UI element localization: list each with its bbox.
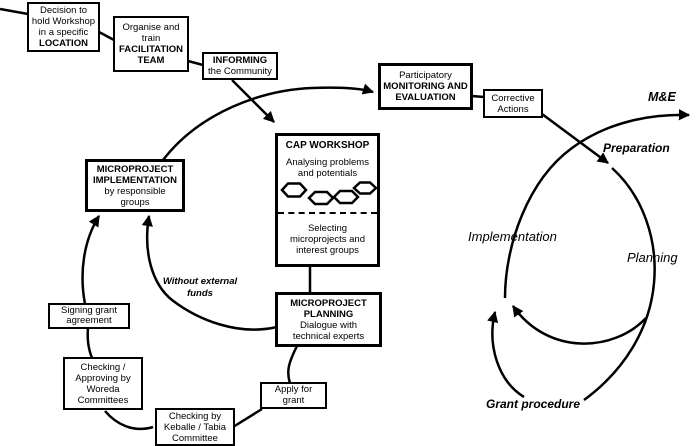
entry-line bbox=[0, 9, 28, 14]
decision-line: Decision to bbox=[40, 5, 87, 16]
cap-workshop-analysing-section bbox=[278, 136, 377, 214]
grant-procedure-label: Grant procedure bbox=[486, 397, 581, 411]
line-decision-to-facilitation bbox=[99, 32, 114, 40]
arrow-informing-to-cap bbox=[232, 80, 274, 122]
corrective-line: Corrective bbox=[491, 92, 535, 104]
monitoring-line: EVALUATION bbox=[395, 92, 456, 103]
implementation-line: MICROPROJECT bbox=[96, 163, 174, 175]
monitoring-line: MONITORING AND bbox=[383, 81, 468, 92]
arrow-without-funds-to-implementation bbox=[147, 216, 277, 330]
planning-line: MICROPROJECT bbox=[290, 297, 367, 309]
problem-hexagons-icon bbox=[278, 181, 377, 207]
woreda-line: Committees bbox=[77, 394, 129, 406]
corrective-actions-box bbox=[483, 89, 543, 118]
apply-line: Apply for bbox=[274, 384, 313, 395]
facilitation-team-box bbox=[113, 16, 189, 72]
apply-for-grant-box bbox=[260, 382, 327, 409]
cap-workshop-title: CAP WORKSHOP bbox=[285, 140, 370, 151]
signing-line: agreement bbox=[66, 315, 112, 326]
decision-line: hold Workshop bbox=[31, 16, 96, 27]
keballe-line: Checking by bbox=[168, 410, 222, 422]
keballe-tabia-box bbox=[155, 408, 235, 446]
informing-line: INFORMING bbox=[212, 55, 268, 66]
woreda-line: Checking / bbox=[80, 361, 126, 373]
implementation-line: groups bbox=[120, 196, 150, 208]
line-planning-to-apply bbox=[288, 346, 297, 383]
curve-cycle-planning-side bbox=[584, 168, 655, 400]
woreda-line: Approving by bbox=[75, 372, 131, 384]
without-funds-line: Without external bbox=[162, 276, 238, 287]
decision-line: in a specific bbox=[38, 27, 89, 38]
signing-line: Signing grant bbox=[61, 304, 117, 316]
facilitation-line: Organise and bbox=[122, 22, 180, 33]
implementation-line: IMPLEMENTATION bbox=[92, 174, 178, 186]
woreda-line: Woreda bbox=[86, 383, 120, 395]
decision-line: LOCATION bbox=[39, 38, 88, 49]
without-funds-line: funds bbox=[187, 288, 213, 299]
arrow-signing-to-implementation bbox=[83, 216, 99, 304]
cap-workshop-selecting-section bbox=[278, 214, 377, 264]
woreda-committees-box bbox=[63, 357, 143, 410]
microproject-implementation-box bbox=[85, 159, 185, 212]
cap-workshop-box bbox=[275, 133, 380, 267]
informing-line: the Community bbox=[208, 66, 272, 77]
decision-box bbox=[27, 2, 100, 52]
arrow-cycle-shortcut bbox=[513, 306, 646, 344]
monitoring-line: Participatory bbox=[399, 70, 452, 81]
without-external-funds-label bbox=[148, 276, 252, 300]
cap-analysing-line: and potentials bbox=[297, 168, 358, 179]
me-label: M&E bbox=[648, 90, 676, 104]
facilitation-line: TEAM bbox=[137, 55, 165, 66]
implementation-line: by responsible bbox=[104, 185, 166, 197]
keballe-line: Committee bbox=[172, 432, 218, 444]
cap-selecting-line: Selecting bbox=[307, 222, 348, 234]
line-keballe-to-woreda bbox=[105, 411, 153, 429]
facilitation-line: FACILITATION bbox=[118, 44, 184, 55]
keballe-line: Keballe / Tabia bbox=[163, 421, 227, 433]
monitoring-evaluation-box bbox=[378, 63, 473, 110]
microproject-planning-box bbox=[275, 292, 382, 347]
informing-community-box bbox=[202, 52, 278, 80]
line-woreda-to-signing bbox=[88, 328, 92, 358]
cap-analysing-line: Analysing problems bbox=[286, 157, 369, 168]
line-apply-to-keballe bbox=[233, 409, 262, 427]
cap-selecting-line: microprojects and bbox=[290, 233, 365, 245]
implementation-label: Implementation bbox=[468, 229, 557, 244]
planning-line: PLANNING bbox=[303, 308, 354, 320]
corrective-line: Actions bbox=[497, 103, 529, 115]
planning-line: technical experts bbox=[292, 330, 365, 342]
signing-grant-box bbox=[48, 303, 130, 329]
apply-line: grant bbox=[282, 394, 305, 406]
arrow-corrective-to-cycle bbox=[542, 114, 608, 163]
arrow-grant-procedure-up bbox=[492, 312, 524, 397]
facilitation-line: train bbox=[141, 33, 161, 44]
line-facilitation-to-informing bbox=[188, 61, 203, 65]
preparation-label: Preparation bbox=[603, 141, 670, 155]
cap-selecting-line: interest groups bbox=[296, 244, 359, 256]
planning-label: Planning bbox=[627, 250, 678, 265]
planning-line: Dialogue with bbox=[299, 319, 358, 331]
